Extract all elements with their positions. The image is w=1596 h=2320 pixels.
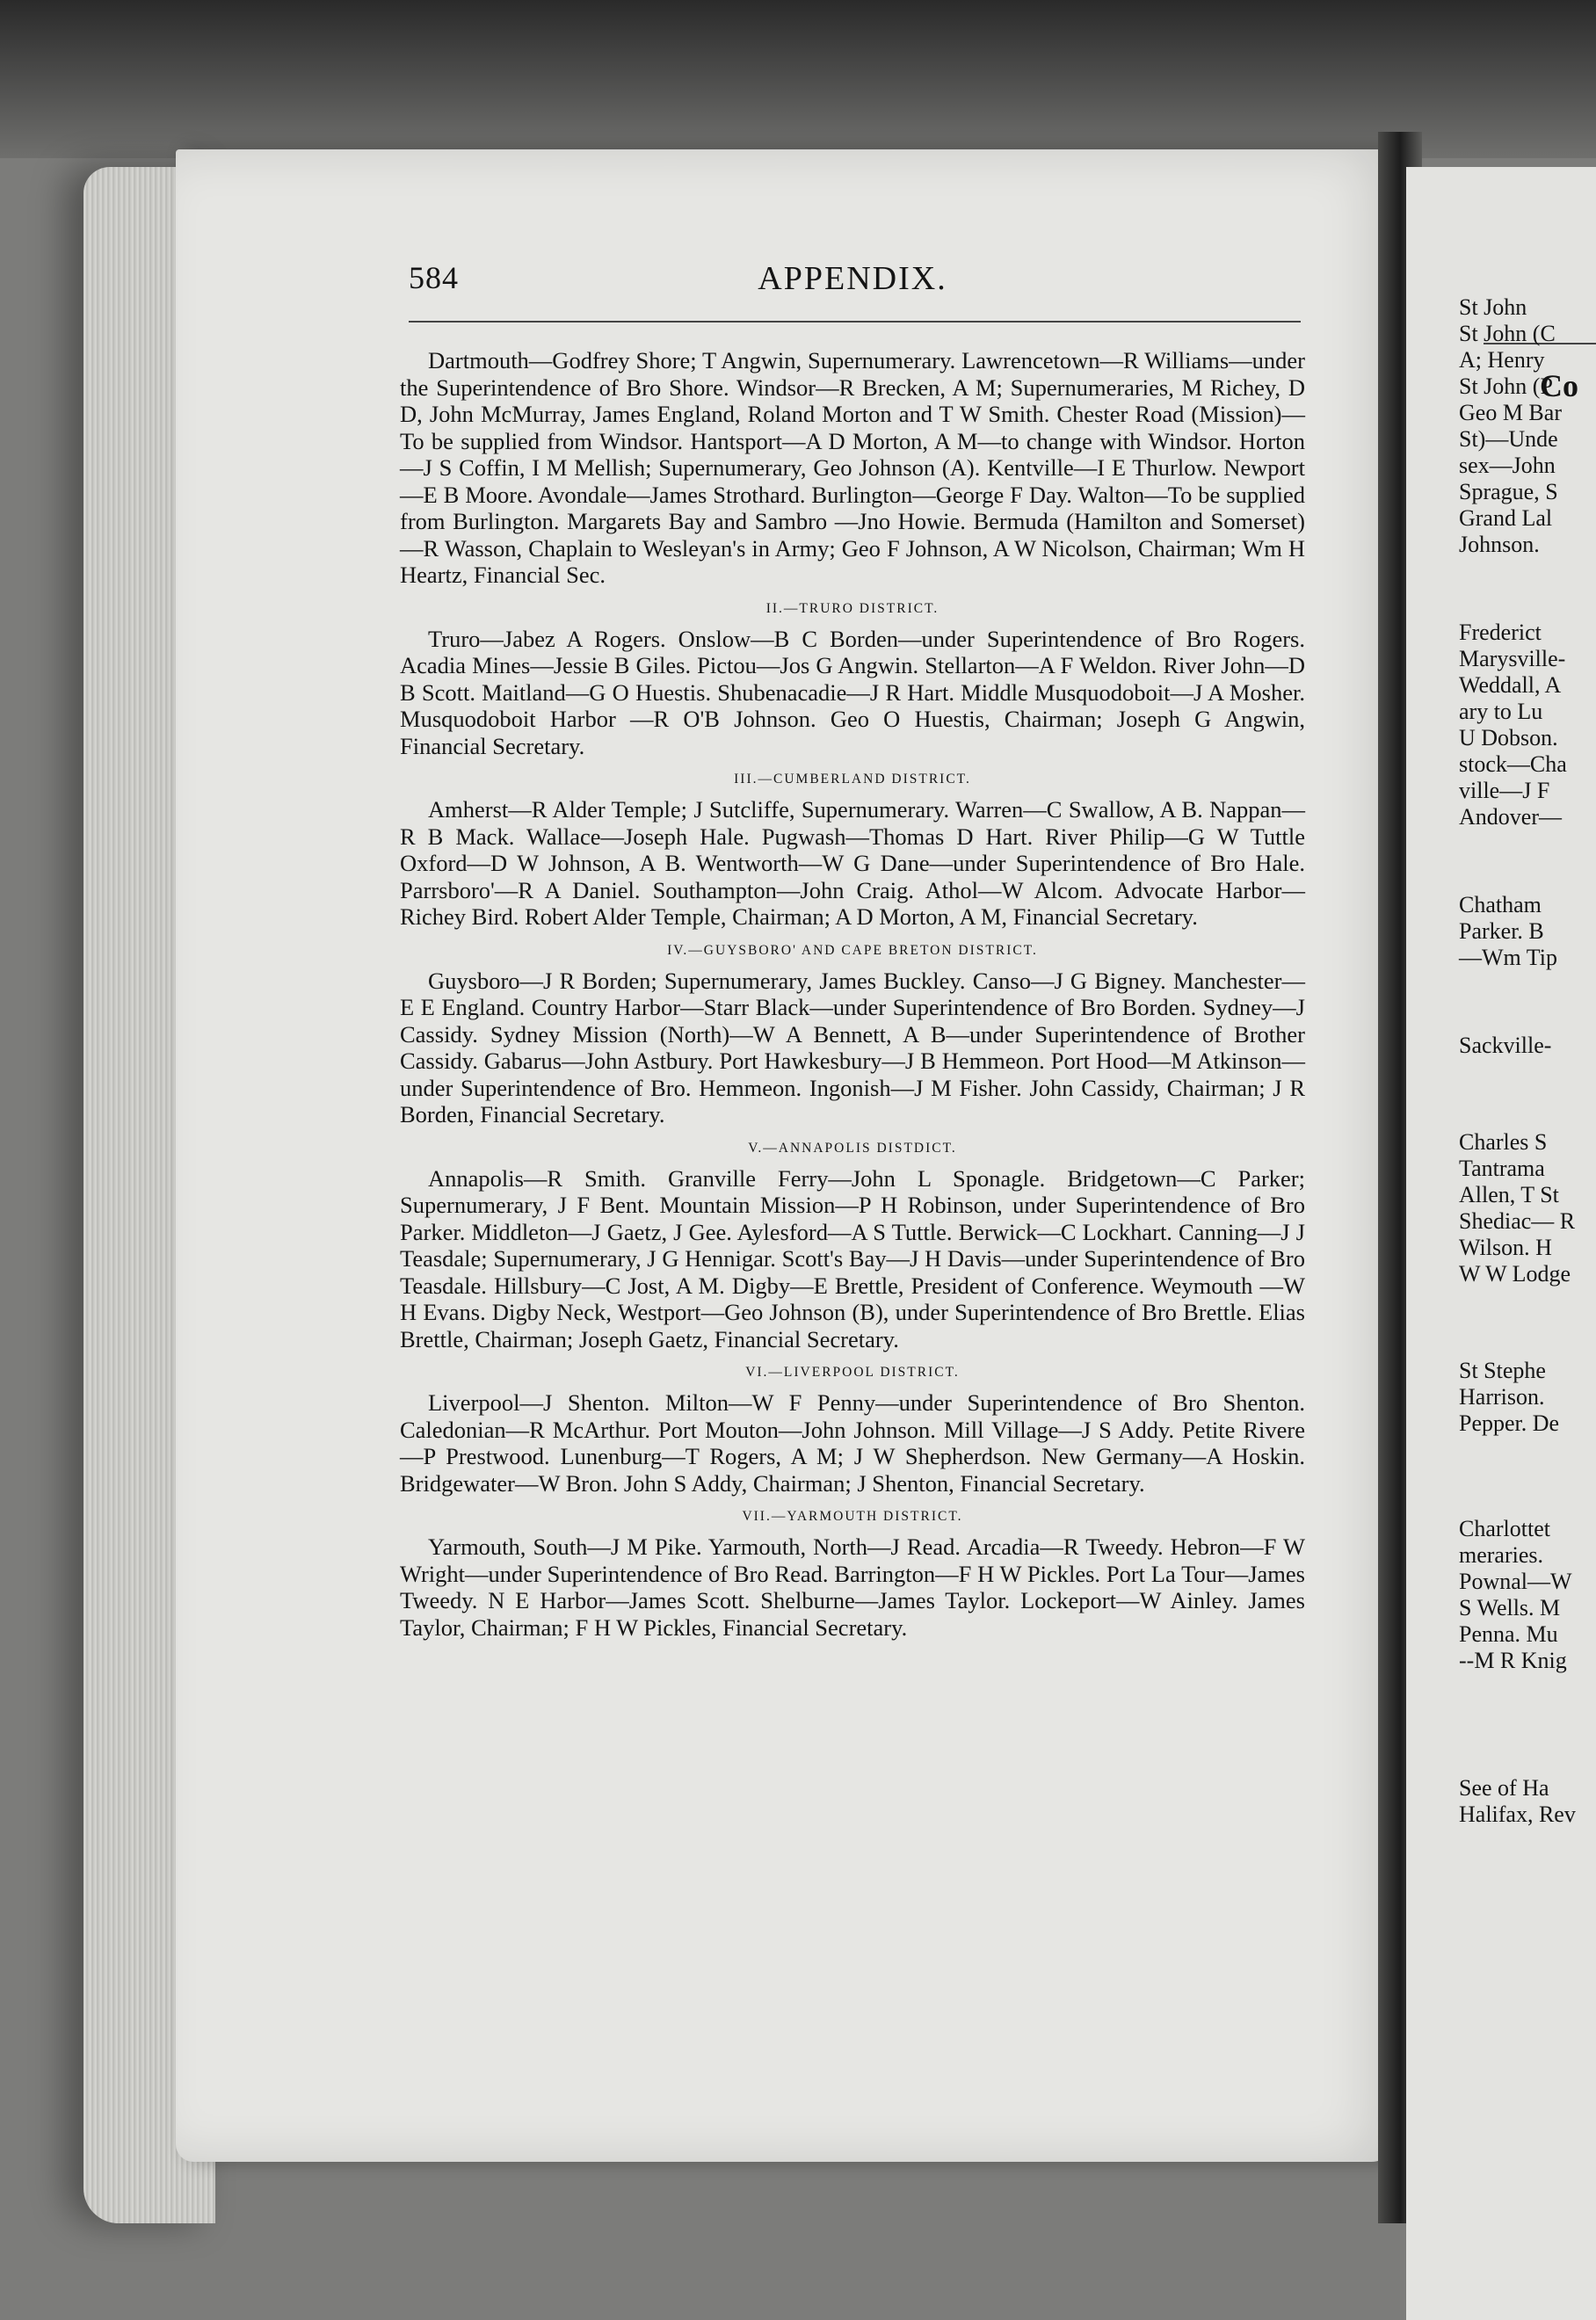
section-body: Dartmouth—Godfrey Shore; T Angwin, Supernumerary. Lawrencetown—R Williams—under the Superintendence of Bro Shore. Windsor—R Brecken, A M; Supernumeraries, M Richey, D D, John McMurray, James England, Roland Morton and T W Smith. Chester Road (Mission)—To be supplied from Windsor. Hantsport—A D Morton, A M—to change with Windsor. Horton—J S Coffin, I M Mellish; Supernumerary, Geo Johnson (A). Kentville—I E Thurlow. Newport—E B Moore. Avondale—James Strothard. Burlington—George F Day. Walton—To be supplied from Burlington. Margarets Bay and Sambro —Jno Howie. Bermuda (Hamilton and Somerset)—R Wasson, Chaplain to Wesleyan's in Army; Geo F Johnson, A W Nicolson, Chairman; Wm H Heartz, Financial Sec. (400, 347, 1305, 588)
facing-page-line: Charlottet (1459, 1516, 1550, 1541)
facing-page-line: Marysville- (1459, 646, 1566, 671)
facing-page-line: Penna. Mu (1459, 1621, 1558, 1647)
facing-page-line: ville—J F (1459, 778, 1550, 803)
header-rule (409, 321, 1301, 323)
facing-page-line: Geo M Bar (1459, 400, 1562, 425)
facing-page-line: Chatham (1459, 892, 1542, 917)
facing-page-line: Grand Lal (1459, 505, 1553, 531)
section-heading: III.—CUMBERLAND DISTRICT. (734, 772, 971, 787)
facing-page-line: W W Lodge (1459, 1261, 1571, 1287)
facing-page-heading: Co (1540, 368, 1578, 403)
facing-page-line: Sackville- (1459, 1033, 1552, 1058)
facing-page-line: See of Ha (1459, 1775, 1549, 1801)
page-header (400, 259, 1305, 312)
facing-page-line: Allen, T St (1459, 1182, 1559, 1207)
facing-page-line: Johnson. (1459, 532, 1540, 557)
facing-page-line: Harrison. (1459, 1384, 1545, 1410)
facing-page-line: stock—Cha (1459, 751, 1567, 777)
facing-page-line: A; Henry (1459, 347, 1545, 373)
facing-page-line: S Wells. M (1459, 1595, 1561, 1620)
facing-page-line: Tantrama (1459, 1156, 1545, 1181)
facing-page-line: ary to Lu (1459, 699, 1543, 724)
section-heading: IV.—GUYSBORO' AND CAPE BRETON DISTRICT. (667, 942, 1038, 958)
facing-page-line: Pownal—W (1459, 1569, 1572, 1594)
facing-page-line: St John (C (1459, 321, 1556, 346)
facing-page-line: Wilson. H (1459, 1235, 1552, 1260)
page-number: 584 (409, 260, 459, 295)
section-body: Annapolis—R Smith. Granville Ferry—John L Sponagle. Bridgetown—C Parker; Supernumerary, J F Bent. Mountain Mission—P H Robinson, under Superintendence of Bro Parker. Middleton—J Gaetz, J Gee. Aylesford—A S Tuttle. Berwick—C Lockhart. Canning—J J Teasdale; Supernumerary, J G Hennigar. Scott's Bay—J H Davis—under Superintendence of Bro Teasdale. Hillsbury—C Jost, A M. Digby—E Brettle, President of Conference. Weymouth —W H Evans. Digby Neck, Westport—Geo Johnson (B), under Superintendence of Bro Brettle. Elias Brettle, Chairman; Joseph Gaetz, Financial Secretary. (400, 1164, 1305, 1352)
facing-page-line: St John (P (1459, 373, 1553, 399)
background-top (0, 0, 1596, 158)
facing-page-line: Pepper. De (1459, 1410, 1560, 1436)
facing-page-line: sex—John (1459, 453, 1556, 478)
facing-page-line: meraries. (1459, 1542, 1544, 1568)
section-heading: II.—TRURO DISTRICT. (765, 600, 939, 616)
facing-page-line: Frederict (1459, 620, 1542, 645)
facing-page-line: Halifax, Rev (1459, 1802, 1576, 1827)
facing-page-line: —Wm Tip (1459, 945, 1557, 970)
facing-page-line: Andover— (1459, 804, 1562, 830)
section-body: Guysboro—J R Borden; Supernumerary, James Buckley. Canso—J G Bigney. Manchester—E E England. Country Harbor—Starr Black—under Superintendence of Bro Borden. Sydney—J Cassidy. Sydney Mission (North)—W A Bennett, A B—under Superintendence of Brother Cassidy. Gabarus—John Astbury. Port Hawkesbury—J B Hemmeon. Port Hood—M Atkinson—under Superintendence of Bro. Hemmeon. Ingonish—J M Fisher. John Cassidy, Chairman; J R Borden, Financial Secretary. (400, 967, 1305, 1127)
section-body: Truro—Jabez A Rogers. Onslow—B C Borden—under Superintendence of Bro Rogers. Acadia Mines—Jessie B Giles. Pictou—Jos G Angwin. Stellarton—A F Weldon. River John—D B Scott. Maitland—G O Huestis. Shubenacadie—J R Hart. Middle Musquodoboit—J A Mosher. Musquodoboit Harbor —R O'B Johnson. Geo O Huestis, Chairman; Joseph G Angwin, Financial Secretary. (400, 625, 1305, 759)
left-page-content (400, 259, 1305, 1641)
facing-page-line: St Stephe (1459, 1358, 1546, 1383)
section-body: Yarmouth, South—J M Pike. Yarmouth, North—J Read. Arcadia—R Tweedy. Hebron—F W Wright—under Superintendence of Bro Read. Barrington—F H W Pickles. Port La Tour—James Tweedy. N E Harbor—James Scott. Shelburne—James Taylor. Lockeport—W Ainley. James Taylor, Chairman; F H W Pickles, Financial Secretary. (400, 1533, 1305, 1641)
facing-page-line: --M R Knig (1459, 1648, 1567, 1673)
running-head: APPENDIX. (758, 260, 947, 297)
facing-page-line: Parker. B (1459, 918, 1544, 944)
section-body: Liverpool—J Shenton. Milton—W F Penny—under Superintendence of Bro Shenton. Caledonian—R McArthur. Port Mouton—John Johnson. Mill Village—J S Addy. Petite Rivere—P Prestwood. Lunenburg—T Rogers, A M; J W Shepherdson. New Germany—A Hoskin. Bridgewater—W Bron. John S Addy, Chairman; J Shenton, Financial Secretary. (400, 1389, 1305, 1497)
facing-page-line: St John (1459, 294, 1527, 320)
facing-page-line: U Dobson. (1459, 725, 1558, 750)
section-heading: VI.—LIVERPOOL DISTRICT. (745, 1365, 960, 1380)
facing-page-line: Weddall, A (1459, 672, 1562, 698)
facing-page-line: Shediac— R (1459, 1208, 1576, 1234)
facing-page-line: Charles S (1459, 1129, 1548, 1155)
section-heading: VII.—YARMOUTH DISTRICT. (742, 1509, 963, 1524)
facing-page-line: Sprague, S (1459, 479, 1558, 504)
facing-page (1406, 167, 1596, 2320)
section-body: Amherst—R Alder Temple; J Sutcliffe, Supernumerary. Warren—C Swallow, A B. Nappan—R B Mack. Wallace—Joseph Hale. Pugwash—Thomas D Hart. River Philip—G W Tuttle Oxford—D W Johnson, A B. Wentworth—W G Dane—under Superintendence of Bro Hale. Parrsboro'—R A Daniel. Southampton—John Craig. Athol—W Alcom. Advocate Harbor—Richey Bird. Robert Alder Temple, Chairman; A D Morton, A M, Financial Secretary. (400, 796, 1305, 930)
section-heading: V.—ANNAPOLIS DISTDICT. (748, 1140, 957, 1156)
facing-page-line: St)—Unde (1459, 426, 1558, 452)
